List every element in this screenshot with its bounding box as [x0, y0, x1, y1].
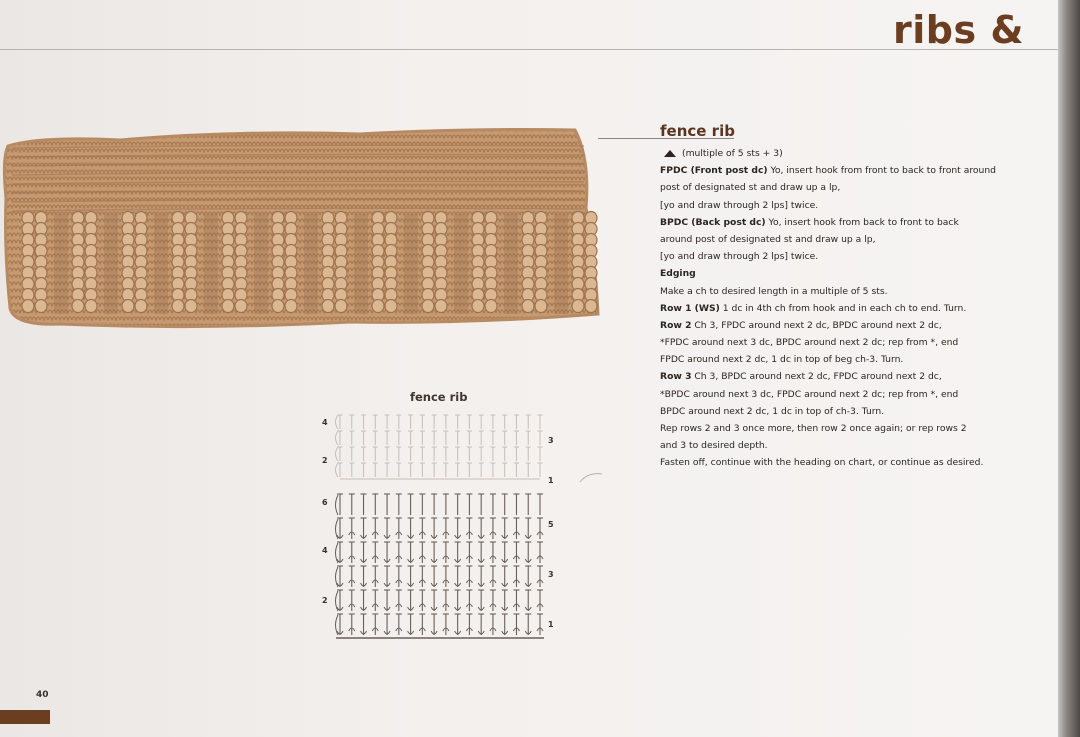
instruction-line	[660, 265, 1030, 282]
instruction-lines	[660, 162, 1030, 471]
chart-turning-chain	[336, 447, 339, 461]
swatch-post-stitch	[585, 300, 597, 313]
instructions	[660, 145, 1030, 472]
swatch-post-stitch	[485, 300, 497, 313]
instruction-line	[660, 420, 1030, 437]
swatch-rib-gap	[254, 214, 268, 314]
instruction-text: Fasten off, continue with the heading on chart, or continue as desired.	[660, 457, 984, 469]
instruction-line	[660, 179, 1030, 196]
instruction-line	[660, 283, 1030, 300]
swatch-post-stitch	[272, 300, 284, 313]
instruction-label: Row 1 (WS)	[660, 302, 720, 314]
swatch-rib-gap	[204, 214, 218, 314]
instruction-label: Row 3	[660, 371, 692, 383]
instruction-line	[660, 162, 1030, 179]
swatch-post-stitch	[72, 300, 84, 313]
stitch-chart-svg	[318, 405, 568, 645]
instruction-text: 1 dc in 4th ch from hook and in each ch to end. Turn.	[719, 302, 967, 314]
instruction-line	[660, 351, 1030, 368]
swatch-post-stitch	[22, 300, 34, 313]
stitch-chart	[318, 405, 568, 645]
swatch-post-stitch	[335, 300, 347, 313]
triangle-icon	[664, 150, 676, 157]
swatch-post-stitch	[372, 300, 384, 313]
instruction-text: Ch 3, FPDC around next 2 dc, BPDC around next 2 dc,	[691, 319, 942, 331]
instruction-line	[660, 386, 1030, 403]
multiple-note	[660, 145, 1030, 162]
swatch-post-stitch	[85, 300, 97, 313]
chart-row-number: 3	[548, 570, 554, 579]
instruction-label: Row 2	[660, 319, 692, 331]
chart-row-number: 4	[322, 546, 328, 555]
instruction-line	[660, 368, 1030, 385]
swatch-rib-gap	[154, 214, 168, 314]
swatch-rib-gap	[354, 214, 368, 314]
instruction-line	[660, 437, 1030, 454]
swatch-rib-gap	[504, 214, 518, 314]
running-head: ribs &	[893, 8, 1024, 52]
instruction-text: Yo, insert hook from back to front to back	[765, 216, 959, 228]
swatch-post-stitch	[135, 300, 147, 313]
swatch-post-stitch	[322, 300, 334, 313]
swatch-rib-gap	[404, 214, 418, 314]
instruction-text: around post of designated st and draw up a lp,	[660, 233, 876, 245]
instruction-text: Rep rows 2 and 3 once more, then row 2 once again; or rep rows 2	[660, 423, 967, 434]
swatch-rib-gap	[554, 214, 568, 314]
instruction-text: Make a ch to desired length in a multiple of 5 sts.	[660, 285, 888, 297]
chart-turning-chain	[336, 431, 339, 445]
swatch-post-stitch	[185, 300, 197, 313]
margin-mark	[578, 470, 604, 484]
instruction-text: *BPDC around next 3 dc, FPDC around next 2 dc; rep from *, end	[660, 388, 959, 400]
chart-turning-chain	[336, 463, 339, 477]
instruction-line	[660, 317, 1030, 334]
instruction-text: BPDC around next 2 dc, 1 dc in top of ch-3. Turn.	[660, 405, 885, 417]
instruction-line	[660, 214, 1030, 231]
chart-turning-chain	[336, 495, 339, 515]
swatch-post-stitch	[235, 300, 247, 313]
instruction-text: [yo and draw through 2 lps] twice.	[660, 199, 819, 211]
section-title: fence rib	[660, 122, 735, 140]
swatch-post-stitch	[535, 300, 547, 313]
instruction-line	[660, 334, 1030, 351]
instruction-label: BPDC (Back post dc)	[660, 216, 766, 228]
chart-row-number: 4	[322, 418, 328, 427]
instruction-text: Yo, insert hook from front to back to front around	[767, 165, 997, 177]
folio-bar	[0, 710, 50, 724]
chart-row-number: 1	[548, 476, 554, 485]
swatch-post-stitch	[522, 300, 534, 313]
instruction-label: FPDC (Front post dc)	[660, 165, 768, 177]
chart-row-number: 5	[548, 520, 554, 529]
swatch-rib-gap	[304, 214, 318, 314]
instruction-text: *FPDC around next 3 dc, BPDC around next 2 dc; rep from *, end	[660, 337, 959, 349]
swatch-post-stitch	[122, 300, 134, 313]
instruction-line	[660, 454, 1030, 471]
swatch-rib-gap	[104, 214, 118, 314]
swatch-post-stitch	[35, 300, 47, 313]
chart-row-number: 3	[548, 436, 554, 445]
swatch-post-stitch	[172, 300, 184, 313]
swatch-post-stitch	[422, 300, 434, 313]
swatch-post-stitch	[385, 300, 397, 313]
page-number: 40	[36, 690, 49, 700]
swatch-post-stitch	[472, 300, 484, 313]
instruction-text: Ch 3, BPDC around next 2 dc, FPDC around next 2 dc,	[691, 371, 942, 383]
instruction-line	[660, 248, 1030, 265]
swatch-rib-gap	[454, 214, 468, 314]
multiple-text: (multiple of 5 sts + 3)	[682, 148, 783, 159]
instruction-text: [yo and draw through 2 lps] twice.	[660, 251, 819, 263]
instruction-text: post of designated st and draw up a lp,	[660, 182, 841, 194]
swatch-post-stitch	[435, 300, 447, 313]
instruction-text: and 3 to desired depth.	[660, 440, 768, 452]
book-gutter	[1058, 0, 1080, 737]
instruction-line	[660, 300, 1030, 317]
chart-title: fence rib	[410, 390, 468, 404]
chart-row-number: 2	[322, 596, 328, 605]
chart-turning-chain	[336, 415, 339, 429]
instruction-line	[660, 197, 1030, 214]
swatch-rib-gap	[54, 214, 68, 314]
instruction-text: FPDC around next 2 dc, 1 dc in top of beg ch-3. Turn.	[660, 354, 904, 366]
swatch-post-stitch	[285, 300, 297, 313]
swatch-post-stitch	[222, 300, 234, 313]
instruction-line	[660, 403, 1030, 420]
swatch-image	[0, 118, 602, 338]
instruction-line	[660, 231, 1030, 248]
swatch-photo	[0, 118, 602, 338]
chart-row-number: 6	[322, 498, 328, 507]
chart-row-number: 1	[548, 620, 554, 629]
chart-row-number: 2	[322, 456, 328, 465]
swatch-post-stitch	[572, 300, 584, 313]
instruction-label: Edging	[660, 268, 696, 280]
